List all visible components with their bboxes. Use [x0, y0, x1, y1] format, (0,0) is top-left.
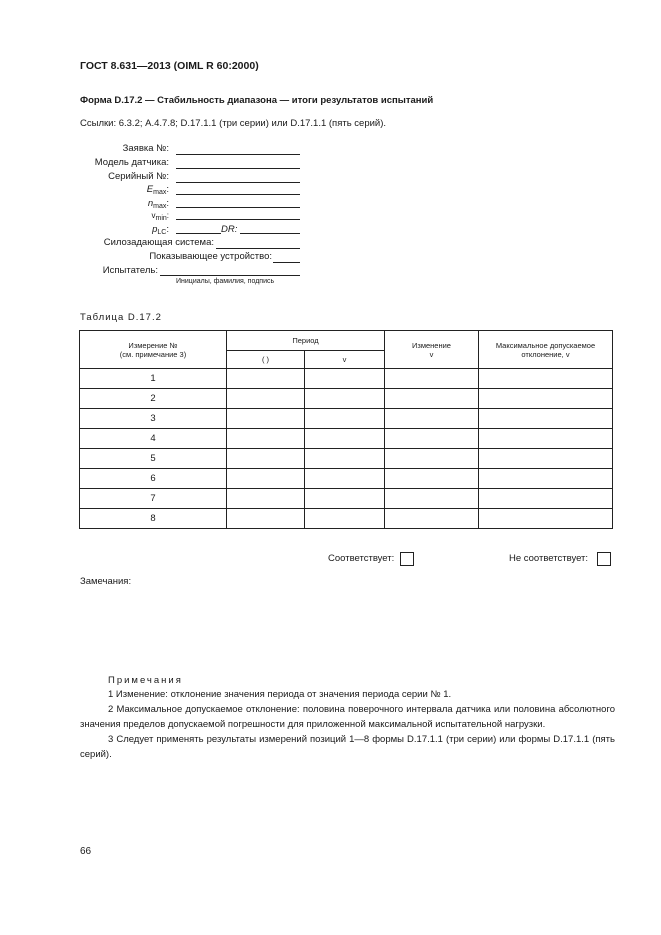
- row-number: 6: [80, 469, 227, 489]
- row-number: 2: [80, 389, 227, 409]
- cell[interactable]: [227, 429, 305, 449]
- header-period: Период: [227, 331, 385, 351]
- table-row: [80, 449, 613, 469]
- plc-label: $p_{LC}$:: [152, 224, 169, 236]
- emax-input-line[interactable]: [176, 194, 300, 195]
- row-number: 5: [80, 449, 227, 469]
- serial-number-label: Серийный №:: [108, 171, 169, 182]
- cell[interactable]: [305, 409, 385, 429]
- table-row: [80, 369, 613, 389]
- cell[interactable]: [385, 449, 479, 469]
- form-title: Форма D.17.2 — Стабильность диапазона — итоги результатов испытаний: [80, 95, 434, 106]
- tester-input-line[interactable]: [160, 275, 300, 276]
- plc-input-line[interactable]: [176, 233, 221, 234]
- complies-checkbox[interactable]: [400, 552, 414, 566]
- load-system-label: Силозадающая система:: [103, 237, 214, 248]
- note-1: 1 Изменение: отклонение значения периода от значения периода серии № 1.: [108, 689, 452, 700]
- nmax-label: $n_{max}$:: [147, 198, 169, 210]
- application-label: Заявка №:: [122, 143, 169, 154]
- header-max-deviation: Максимальное допускаемое отклонение, v: [479, 331, 613, 369]
- table-row: [80, 469, 613, 489]
- cell[interactable]: [227, 409, 305, 429]
- dr-input-line[interactable]: [240, 233, 300, 234]
- cell[interactable]: [227, 489, 305, 509]
- cell[interactable]: [479, 389, 613, 409]
- remarks-label: Замечания:: [80, 576, 132, 587]
- cell[interactable]: [227, 449, 305, 469]
- cell[interactable]: [305, 429, 385, 449]
- table-caption: Таблица D.17.2: [80, 312, 162, 323]
- cell[interactable]: [479, 489, 613, 509]
- row-number: 8: [80, 509, 227, 529]
- load-system-input-line[interactable]: [216, 248, 300, 249]
- header-measurement: Измерение № (см. примечание 3): [80, 331, 227, 369]
- indicator-label: Показывающее устройство:: [149, 251, 272, 262]
- cell[interactable]: [385, 509, 479, 529]
- vmin-label: vmin:: [151, 211, 169, 222]
- cell[interactable]: [305, 369, 385, 389]
- cell[interactable]: [385, 489, 479, 509]
- cell[interactable]: [385, 389, 479, 409]
- document-header: ГОСТ 8.631—2013 (OIML R 60:2000): [80, 60, 259, 72]
- indicator-input-line[interactable]: [273, 262, 300, 263]
- cell[interactable]: [385, 409, 479, 429]
- note-2: 2 Максимальное допускаемое отклонение: половина поверочного интервала датчика или половина абсолютного значения пределов допускаемой погрешности для приложенной максимальной испытательной нагрузки.: [80, 704, 615, 730]
- notes-title: Примечания: [108, 675, 183, 686]
- cell[interactable]: [479, 369, 613, 389]
- cell[interactable]: [305, 489, 385, 509]
- cell[interactable]: [479, 469, 613, 489]
- sensor-model-label: Модель датчика:: [94, 157, 169, 168]
- table-row: [80, 429, 613, 449]
- emax-label: $E_{max}$:: [146, 184, 169, 196]
- row-number: 7: [80, 489, 227, 509]
- cell[interactable]: [479, 449, 613, 469]
- row-number: 3: [80, 409, 227, 429]
- dr-label: DR:: [221, 224, 238, 235]
- note-3: 3 Следует применять результаты измерений позиций 1—8 формы D.17.1.1 (три серии) или формы D.17.1.1 (пять серий).: [80, 734, 615, 760]
- page-number: 66: [80, 846, 92, 857]
- cell[interactable]: [385, 469, 479, 489]
- row-number: 4: [80, 429, 227, 449]
- nmax-input-line[interactable]: [176, 207, 300, 208]
- header-period-unit-1: ( ): [227, 351, 305, 369]
- header-period-unit-2: v: [305, 351, 385, 369]
- cell[interactable]: [385, 369, 479, 389]
- results-table: [79, 330, 613, 529]
- cell[interactable]: [227, 469, 305, 489]
- vmin-input-line[interactable]: [176, 219, 300, 220]
- cell[interactable]: [305, 389, 385, 409]
- complies-label: Соответствует:: [328, 553, 395, 564]
- sensor-model-input-line[interactable]: [176, 168, 300, 169]
- references: Ссылки: 6.3.2; A.4.7.8; D.17.1.1 (три серии) или D.17.1.1 (пять серий).: [80, 118, 387, 129]
- application-input-line[interactable]: [176, 154, 300, 155]
- table-row: [80, 509, 613, 529]
- header-change: Изменение v: [385, 331, 479, 369]
- cell[interactable]: [479, 509, 613, 529]
- cell[interactable]: [479, 429, 613, 449]
- table-row: [80, 489, 613, 509]
- cell[interactable]: [479, 409, 613, 429]
- row-number: 1: [80, 369, 227, 389]
- table-row: [80, 389, 613, 409]
- serial-number-input-line[interactable]: [176, 182, 300, 183]
- cell[interactable]: [305, 469, 385, 489]
- cell[interactable]: [305, 449, 385, 469]
- not-complies-checkbox[interactable]: [597, 552, 611, 566]
- tester-label: Испытатель:: [102, 265, 158, 276]
- table-row: [80, 409, 613, 429]
- cell[interactable]: [227, 509, 305, 529]
- cell[interactable]: [305, 509, 385, 529]
- cell[interactable]: [227, 389, 305, 409]
- signature-caption: Инициалы, фамилия, подпись: [176, 278, 275, 285]
- not-complies-label: Не соответствует:: [509, 553, 589, 564]
- cell[interactable]: [385, 429, 479, 449]
- cell[interactable]: [227, 369, 305, 389]
